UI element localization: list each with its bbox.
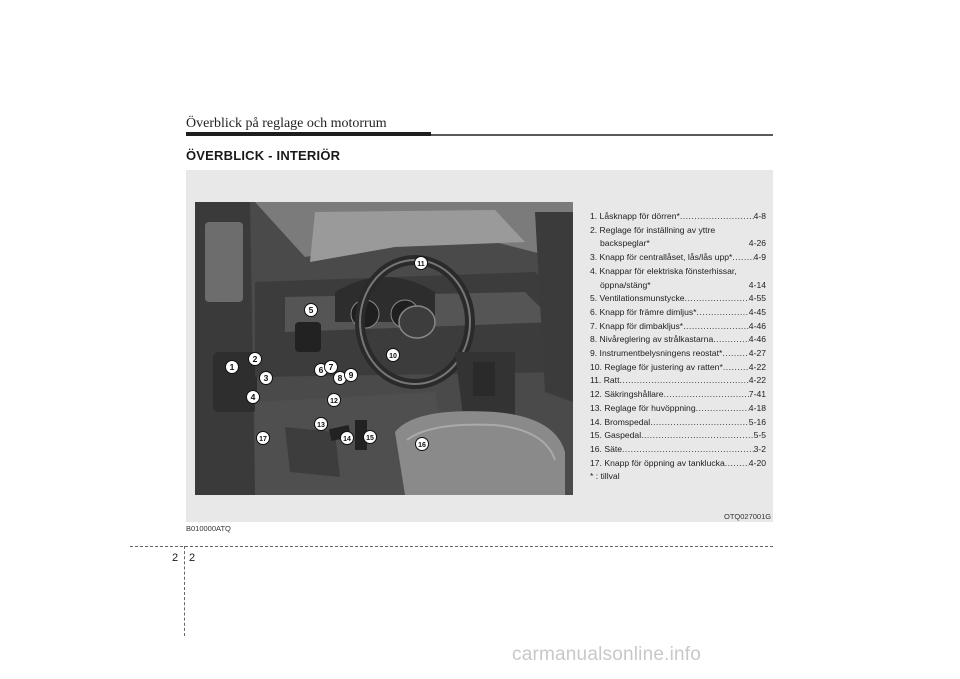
callout-9 <box>345 369 358 382</box>
legend-item: 1. Låsknapp för dörren* ..... 4-8 <box>590 210 766 224</box>
legend-item: 9. Instrumentbelysningens reostat* ..... 4-27 <box>590 347 766 361</box>
svg-text:2: 2 <box>252 354 258 364</box>
svg-text:13: 13 <box>317 422 325 429</box>
svg-text:12: 12 <box>330 398 338 405</box>
callout-2 <box>249 353 262 366</box>
figure-code: OTQ027001G <box>724 512 772 521</box>
svg-text:1: 1 <box>229 362 235 372</box>
callout-15 <box>364 431 377 444</box>
legend-item: 12. Säkringshållare ..... 7-41 <box>590 388 766 402</box>
legend-item: 3. Knapp för centrallåset, lås/lås upp* ..... 4-9 <box>590 251 766 265</box>
legend-item: 6. Knapp för främre dimljus* ..... 4-45 <box>590 306 766 320</box>
svg-text:5: 5 <box>308 305 314 315</box>
callout-16 <box>416 438 429 451</box>
legend-item: 14. Bromspedal ..... 5-16 <box>590 416 766 430</box>
legend-item: 10. Reglage för justering av ratten* ..... 4-22 <box>590 361 766 375</box>
section-title: ÖVERBLICK - INTERIÖR <box>186 148 341 163</box>
legend-item: 5. Ventilationsmunstycke ..... 4-55 <box>590 292 766 306</box>
callout-5 <box>305 304 318 317</box>
callout-17 <box>257 432 270 445</box>
callout-13 <box>315 418 328 431</box>
svg-text:8: 8 <box>337 373 343 383</box>
callout-14 <box>341 432 354 445</box>
legend-item: 13. Reglage för huvöppning ..... 4-18 <box>590 402 766 416</box>
svg-text:11: 11 <box>417 261 425 268</box>
svg-text:9: 9 <box>348 370 354 380</box>
callout-12 <box>328 394 341 407</box>
callout-10 <box>387 349 400 362</box>
legend-item: 7. Knapp för dimbakljus* ..... 4-46 <box>590 320 766 334</box>
legend-item: 16. Säte ..... 3-2 <box>590 443 766 457</box>
callout-4 <box>247 391 260 404</box>
chapter-title: Överblick på reglage och motorrum <box>186 116 387 131</box>
svg-text:16: 16 <box>418 442 426 449</box>
callout-11 <box>415 257 428 270</box>
legend-item: 8. Nivåreglering av strålkastarna ..... 4-46 <box>590 333 766 347</box>
svg-text:17: 17 <box>259 436 267 443</box>
footer-vertical-rule <box>184 546 185 636</box>
legend-list <box>590 210 766 484</box>
callout-1 <box>226 361 239 374</box>
svg-text:3: 3 <box>263 373 269 383</box>
svg-text:4: 4 <box>250 392 256 402</box>
footer-dashed-rule <box>130 546 773 547</box>
legend-item: 17. Knapp för öppning av tanklucka ..... 4-20 <box>590 457 766 471</box>
svg-text:6: 6 <box>318 365 324 375</box>
svg-text:10: 10 <box>389 353 397 360</box>
watermark: carmanualsonline.info <box>512 644 702 665</box>
legend-item: 11. Ratt ..... 4-22 <box>590 374 766 388</box>
callout-3 <box>260 372 273 385</box>
svg-text:14: 14 <box>343 436 351 443</box>
page-number: 2 <box>189 552 196 564</box>
legend-item: 2. Reglage för inställning av yttre backspeglar* 4-26 <box>590 224 766 249</box>
legend-footnote: * : tillval <box>590 471 620 482</box>
reference-code: B010000ATQ <box>186 524 231 533</box>
legend-item: 4. Knappar för elektriska fönsterhissar, öppna/stäng* 4-14 <box>590 265 766 290</box>
svg-text:15: 15 <box>366 435 374 442</box>
chapter-number: 2 <box>172 552 179 564</box>
legend-item: 15. Gaspedal ..... 5-5 <box>590 429 766 443</box>
svg-text:7: 7 <box>328 362 334 372</box>
callout-7 <box>325 361 338 374</box>
